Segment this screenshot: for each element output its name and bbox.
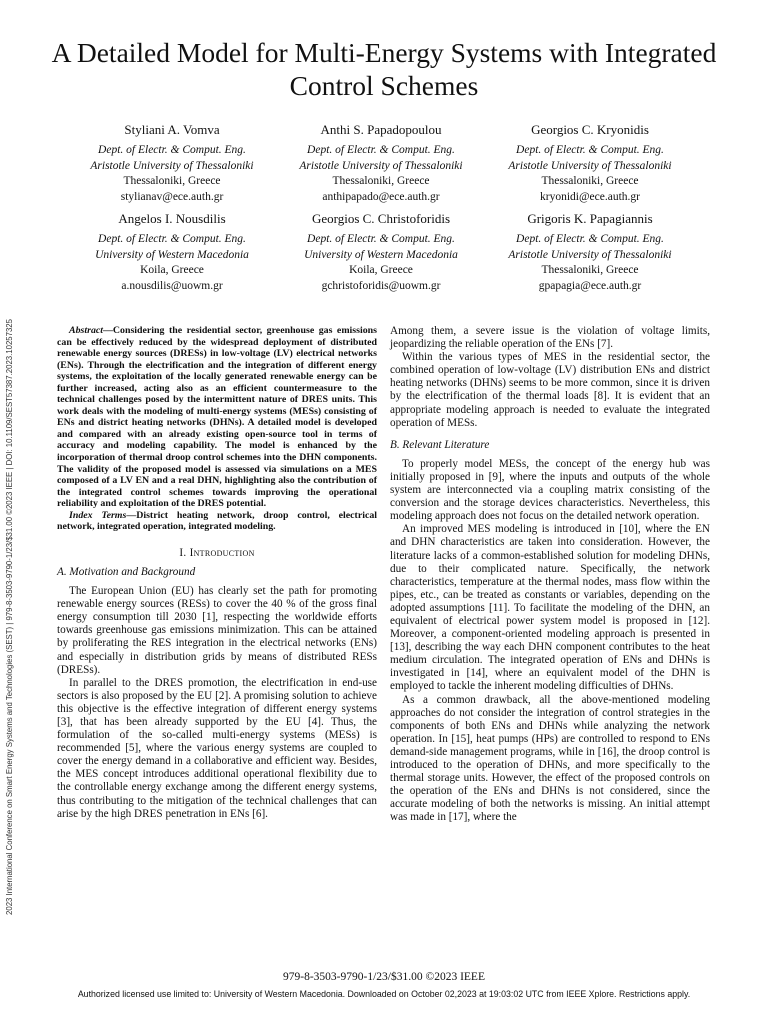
author-univ: Aristotle University of Thessaloniki <box>508 159 672 172</box>
author-dept: Dept. of Electr. & Comput. Eng. <box>98 233 246 245</box>
author-block <box>281 121 481 205</box>
author-dept: Dept. of Electr. & Comput. Eng. <box>516 233 664 245</box>
author-univ: University of Western Macedonia <box>95 248 249 261</box>
author-dept: Dept. of Electr. & Comput. Eng. <box>516 144 664 156</box>
author-univ: University of Western Macedonia <box>304 248 458 261</box>
author-block <box>72 210 272 294</box>
author-name: Grigoris K. Papagiannis <box>527 211 653 226</box>
author-email: a.nousdilis@uowm.gr <box>121 279 223 292</box>
right-column <box>390 325 710 824</box>
subsection-heading-a: A. Motivation and Background <box>57 565 196 578</box>
author-email: gchristoforidis@uowm.gr <box>321 279 441 292</box>
author-name: Georgios C. Kryonidis <box>531 122 649 137</box>
body-paragraph: To properly model MESs, the concept of the energy hub was initially proposed in [9], where the inputs and outputs of the whole system are interconnected via a coupling matrix consisting of the conversion and the storage devices characteristics. Nevertheless, this modeling approach does not focus on the detailed network operation. <box>390 457 710 523</box>
index-terms-label: Index Terms <box>69 509 127 521</box>
author-city: Thessaloniki, Greece <box>541 264 639 276</box>
body-paragraph: The European Union (EU) has clearly set the path for promoting renewable energy sources (RESs) to cover the 40 % of the gross final energy consumption till 2030 [1], respecting the worldwide efforts towards greenhouse gas emissions minimization. This can be attained by proliferating the RES integration in the electrical networks (ENs) and especially in distribution grids by means of distributed RESs (DRESs). <box>57 585 377 676</box>
author-univ: Aristotle University of Thessaloniki <box>508 248 672 261</box>
author-city: Thessaloniki, Greece <box>332 175 430 187</box>
side-margin-citation <box>3 282 17 952</box>
index-terms <box>57 510 377 533</box>
left-column <box>57 325 377 821</box>
footer-copyright: 979-8-3503-9790-1/23/$31.00 ©2023 IEEE <box>283 971 485 983</box>
author-name: Anthi S. Papadopoulou <box>320 122 442 137</box>
author-email: anthipapado@ece.auth.gr <box>322 190 440 203</box>
footer-license: Authorized licensed use limited to: University of Western Macedonia. Downloaded on October 02,2023 at 19:03:02 UTC from IEEE Xplore. Restrictions apply. <box>77 989 691 999</box>
author-univ: Aristotle University of Thessaloniki <box>90 159 254 172</box>
author-city: Thessaloniki, Greece <box>541 175 639 187</box>
author-dept: Dept. of Electr. & Comput. Eng. <box>307 144 455 156</box>
body-paragraph: In parallel to the DRES promotion, the electrification in end-use sectors is also proposed by the EU [2]. A promising solution to achieve this objective is the effective integration of different energy systems [3], that has been already supported by the EU [4]. Thus, the formulation of the so-called multi-energy systems (MESs) is recommended [5], where the various energy systems are coupled to cover the energy demand in a collaborative and efficient way. Besides, the MES concept introduces additional operational flexibility due to the controllable energy exchange among the different energy systems, thus contributing to the mitigation of the technical challenges that can arise by the high DRES penetration in ENs [6]. <box>57 676 377 820</box>
author-email: gpapagia@ece.auth.gr <box>538 279 642 292</box>
section-title: Introduction <box>189 546 255 559</box>
index-terms-text: —District heating network, droop control, electrical network, integrated operation, integrated modeling. <box>57 509 378 533</box>
body-paragraph: An improved MES modeling is introduced in [10], where the EN and DHN characteristics are taken into consideration. However, the literature lacks of a common-established solution for modeling DHNs, due to their complicated nature. Specifically, the network characteristics, temperature at the thermal nodes, mass flow within the pipes, etc., can be treated as constants or variables, depending on the adopted assumptions [11]. To facilitate the modeling of the DHN, an equivalent of electrical power system model is proposed in [12]. Moreover, a component-oriented modeling approach is presented in [13], describing the way each DHN component contributes to the heat medium circulation. The integrated operation of ENs and DHNs is investigated in [14], where an equivalent model of the DHN is employed to tackle the inherent modeling difficulties of DHNs. <box>390 523 710 693</box>
author-city: Koila, Greece <box>349 264 413 276</box>
abstract <box>57 325 377 510</box>
body-paragraph: As a common drawback, all the above-mentioned modeling approaches do not consider the integration of control strategies in the components of both ENs and DHNs while analyzing the network operation. In [15], heat pumps (HPs) are controlled to respond to ENs demand-side management programs, while in [16], the droop control is introduced to the operation of DHNs, and more specifically to the thermal storage units. However, the effect of the proposed controls on the operation of the ENs and DHNs is not considered, since the accurate modeling of both the networks is missing. An initial attempt was made in [17], where the <box>390 693 710 824</box>
author-city: Thessaloniki, Greece <box>123 175 221 187</box>
body-paragraph: Within the various types of MES in the residential sector, the combined operation of low-voltage (LV) distribution ENs and district heating networks (DHNs) seems to be more common, since it is driven by the electrification of the thermal loads [8]. It is evident that an appropriate modeling approach is needed to evaluate the integrated operation of MESs. <box>390 351 710 429</box>
side-margin-text: 2023 International Conference on Smart Energy Systems and Technologies (SEST) | 979-8-3503-9790-1/23/$31.00 ©2023 IEEE | DOI: 10.1109/SEST57387.2023.10257325 <box>5 319 14 915</box>
author-name: Angelos I. Nousdilis <box>118 211 226 226</box>
author-email: stylianav@ece.auth.gr <box>120 190 224 203</box>
author-univ: Aristotle University of Thessaloniki <box>299 159 463 172</box>
author-city: Koila, Greece <box>140 264 204 276</box>
author-email: kryonidi@ece.auth.gr <box>539 190 640 203</box>
author-dept: Dept. of Electr. & Comput. Eng. <box>98 144 246 156</box>
subsection-heading-b: B. Relevant Literature <box>390 438 490 451</box>
author-dept: Dept. of Electr. & Comput. Eng. <box>307 233 455 245</box>
author-block <box>490 121 690 205</box>
author-name: Styliani A. Vomva <box>124 122 220 137</box>
abstract-label: Abstract <box>69 325 104 336</box>
author-block <box>72 121 272 205</box>
abstract-text: —Considering the residential sector, greenhouse gas emissions can be effectively reduced by the widespread deployment of distributed renewable energy sources (DRESs) in low-voltage (LV) electrical networks (ENs). Through the electrification and the integration of different energy systems, the exploitation of the locally generated renewable energy can be further increased, acting also as an efficient countermeasure to the technical challenges posed by the intermittent nature of DRES units. This work deals with the modeling of multi-energy systems (MESs) consisting of ENs and district heating networks (DHNs). A detailed model is developed and compared with an already existing open-source tool in terms of accuracy and modeling capability. The model is enhanced by the incorporation of thermal droop control schemes into the DHN components. The validity of the proposed model is assessed via simulations on a MES composed of a LV EN and a real DHN, highlighting also the contribution of the integrated control schemes towards improving the operational reliability and exploitation of the DRES potential. <box>57 325 377 510</box>
section-number: I. <box>179 546 187 559</box>
body-paragraph: Among them, a severe issue is the violation of voltage limits, jeopardizing the reliable operation of the ENs [7]. <box>390 325 710 351</box>
author-block <box>281 210 481 294</box>
paper-title: A Detailed Model for Multi-Energy Systems with Integrated Control Schemes <box>51 37 717 101</box>
author-name: Georgios C. Christoforidis <box>311 211 451 226</box>
section-heading <box>57 547 377 560</box>
author-block <box>490 210 690 294</box>
